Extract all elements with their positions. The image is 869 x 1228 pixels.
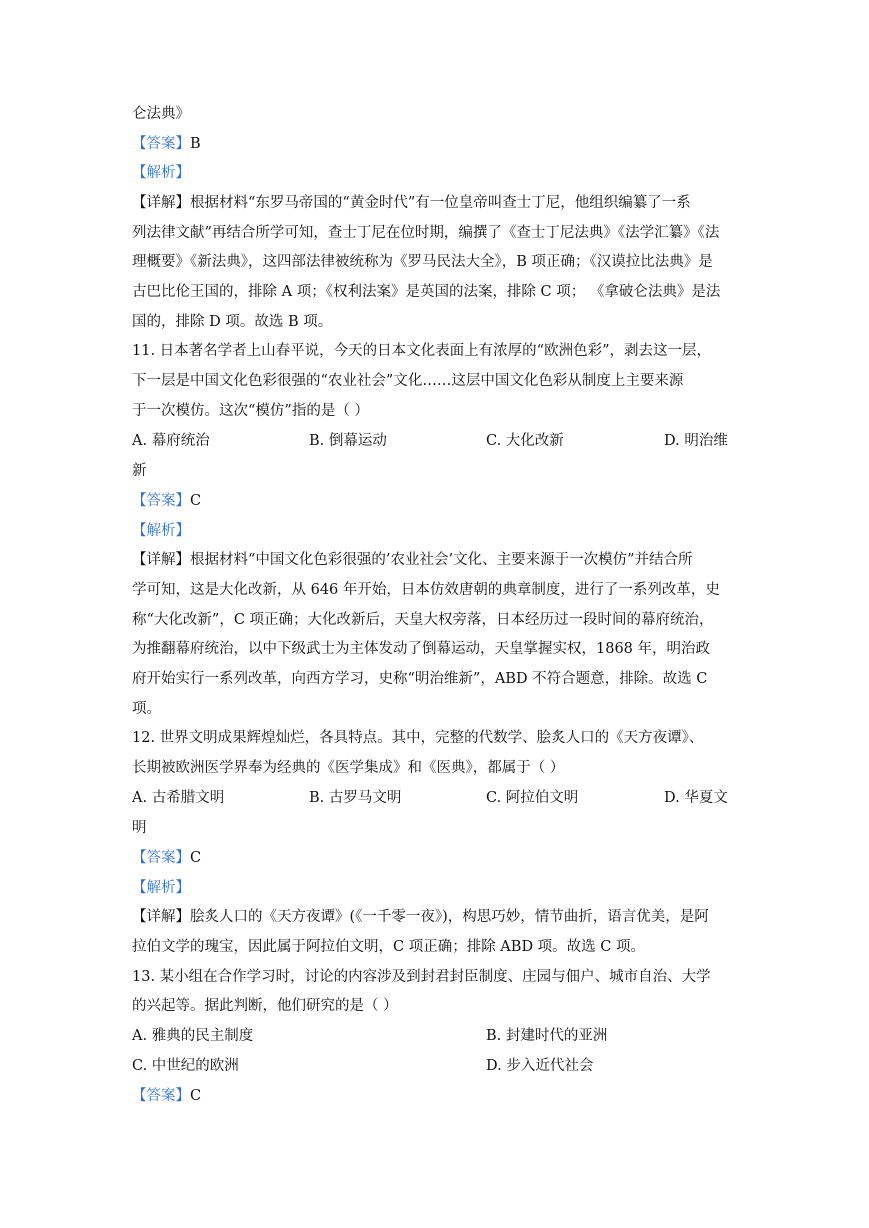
answer-tag: 【答案】 bbox=[132, 136, 190, 152]
text-line: 【详解】根据材料“中国文化色彩很强的’农业社会’文化、主要来源于一次模仿”并结合所 bbox=[132, 552, 693, 568]
q13-option-b: B. 封建时代的亚洲 bbox=[486, 1028, 608, 1044]
answer-line bbox=[132, 133, 742, 155]
text-line: 列法律文献”再结合所学可知，查士丁尼在位时期，编撰了《查士丁尼法典》《法学汇纂》《法 bbox=[132, 225, 720, 241]
answer-line bbox=[132, 847, 742, 869]
answer-value: C bbox=[190, 1088, 202, 1104]
text-line: 下一层是中国文化色彩很强的“农业社会”文化……这层中国文化色彩从制度上主要来源 bbox=[132, 373, 684, 389]
q11-option-a: A. 幕府统治 bbox=[132, 433, 210, 449]
answer-value: B bbox=[190, 136, 201, 152]
text-line: 拉伯文学的瑰宝，因此属于阿拉伯文明，C 项正确；排除 ABD 项。故选 C 项。 bbox=[132, 939, 645, 955]
text-line: 理概要》《新法典》，这四部法律被统称为《罗马民法大全》，B 项正确；《汉谟拉比法典》是 bbox=[132, 254, 713, 270]
text-line: 仑法典》 bbox=[132, 106, 190, 122]
answer-value: C bbox=[190, 850, 202, 866]
text-line: 学可知，这是大化改新，从 646 年开始，日本仿效唐朝的典章制度，进行了一系列改革，史 bbox=[132, 582, 720, 598]
q12-option-b: B. 古罗马文明 bbox=[309, 790, 402, 806]
text-line: 的兴起等。据此判断，他们研究的是（ ） bbox=[132, 998, 398, 1014]
q11-option-d: D. 明治维 bbox=[664, 433, 728, 449]
answer-line bbox=[132, 490, 742, 512]
q12-option-d: D. 华夏文 bbox=[664, 790, 728, 806]
text-line: 于一次模仿。这次“模仿”指的是（ ） bbox=[132, 403, 369, 419]
q13-option-d: D. 步入近代社会 bbox=[486, 1058, 594, 1074]
text-line: 新 bbox=[132, 463, 147, 479]
answer-line bbox=[132, 1085, 742, 1107]
question-11: 11. 日本著名学者上山春平说，今天的日本文化表面上有浓厚的“欧洲色彩”，剥去这一层， bbox=[132, 343, 711, 359]
text-line: 府开始实行一系列改革，向西方学习，史称“明治维新”，ABD 不符合题意，排除。故选 C bbox=[132, 671, 708, 687]
q12-option-c: C. 阿拉伯文明 bbox=[486, 790, 579, 806]
answer-tag: 【答案】 bbox=[132, 493, 190, 509]
text-line: 国的，排除 D 项。故选 B 项。 bbox=[132, 314, 333, 330]
question-12: 12. 世界文明成果辉煌灿烂，各具特点。其中，完整的代数学、脍炙人口的《天方夜谭》、 bbox=[132, 730, 704, 746]
answer-value: C bbox=[190, 493, 202, 509]
text-line: 称“大化改新”，C 项正确；大化改新后，天皇大权旁落，日本经历过一段时间的幕府统治， bbox=[132, 612, 714, 628]
text-line: 【详解】根据材料“东罗马帝国的“黄金时代”有一位皇帝叫查士丁尼，他组织编纂了一系 bbox=[132, 195, 691, 211]
q11-option-c: C. 大化改新 bbox=[486, 433, 564, 449]
q13-option-c: C. 中世纪的欧洲 bbox=[132, 1058, 239, 1074]
q13-option-a: A. 雅典的民主制度 bbox=[132, 1028, 254, 1044]
answer-tag: 【答案】 bbox=[132, 1088, 190, 1104]
analysis-tag: 【解析】 bbox=[132, 165, 190, 181]
text-line: 明 bbox=[132, 820, 147, 836]
question-13: 13. 某小组在合作学习时，讨论的内容涉及到封君封臣制度、庄园与佃户、城市自治、大学 bbox=[132, 969, 711, 985]
text-line: 古巴比伦王国的，排除 A 项；《权利法案》是英国的法案，排除 C 项； 《拿破仑法典》是法 bbox=[132, 284, 721, 300]
q12-option-a: A. 古希腊文明 bbox=[132, 790, 225, 806]
text-line: 【详解】脍炙人口的《天方夜谭》(《一千零一夜》)，构思巧妙，情节曲折，语言优美，是阿 bbox=[132, 909, 709, 925]
text-line: 项。 bbox=[132, 701, 161, 717]
answer-tag: 【答案】 bbox=[132, 850, 190, 866]
text-line: 为推翻幕府统治，以中下级武士为主体发动了倒幕运动，天皇掌握实权，1868 年，明治政 bbox=[132, 641, 711, 657]
analysis-tag: 【解析】 bbox=[132, 880, 190, 896]
text-line: 长期被欧洲医学界奉为经典的《医学集成》和《医典》，都属于（ ） bbox=[132, 760, 565, 776]
q11-option-b: B. 倒幕运动 bbox=[309, 433, 387, 449]
analysis-tag: 【解析】 bbox=[132, 523, 190, 539]
